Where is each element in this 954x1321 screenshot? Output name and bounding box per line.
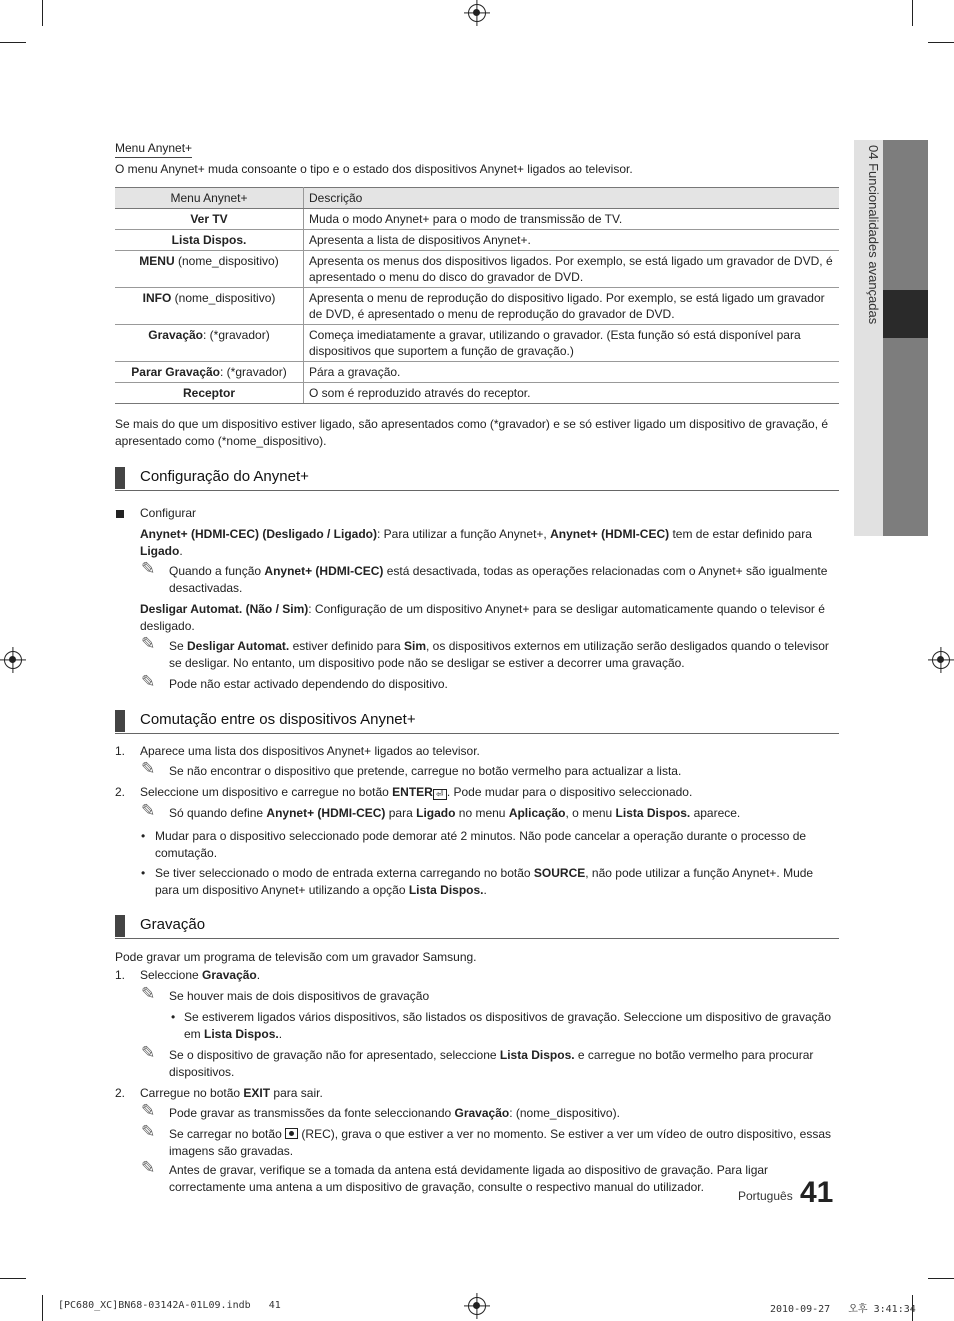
note <box>115 984 839 1005</box>
text: , os dispositivos externos em utilização serão desligados quando o televisor se desligar. No entanto, um dispositivo pode não se desligar se estiver a decorrer uma gravação. <box>169 639 829 670</box>
pencil-note-icon: ✎ <box>141 1122 156 1141</box>
table-header-cell: Descrição <box>304 188 840 209</box>
pencil-note-icon: ✎ <box>141 559 156 578</box>
text: : Para utilizar a função Anynet+, <box>377 527 551 541</box>
pencil-note-icon: ✎ <box>141 672 156 691</box>
option-name: Desligar Automat. (Não / Sim) <box>140 602 309 616</box>
table-cell-menu <box>115 362 304 383</box>
crop-mark <box>42 0 43 26</box>
paragraph <box>115 601 839 635</box>
text: Pode não estar activado dependendo do dispositivo. <box>169 677 448 691</box>
button-name: ENTER <box>392 785 433 799</box>
note <box>115 672 839 693</box>
table-row <box>115 383 839 404</box>
menu-name: Aplicação <box>508 806 566 820</box>
text: Aparece uma lista dos dispositivos Anynet+ ligados ao televisor. <box>140 744 480 758</box>
menu-name: Ver TV <box>190 212 228 226</box>
text: Se tiver seleccionado o modo de entrada externa carregando no botão <box>155 866 534 880</box>
crop-mark <box>928 1278 954 1279</box>
text: : Configuração de um dispositivo Anynet+ para se desligar automaticamente quando o televisor é desligado. <box>140 602 825 633</box>
section-heading: Comutação entre os dispositivos Anynet+ <box>115 709 839 734</box>
option-name: Anynet+ (HDMI-CEC) <box>266 806 386 820</box>
menu-name: Gravação <box>148 328 203 342</box>
table-cell-desc: O som é reproduzido através do receptor. <box>304 383 840 404</box>
note-paragraph: Se mais do que um dispositivo estiver ligado, são apresentados como (*gravador) e se só estiver ligado um dispositivo de gravação, é apresentado como (*nome_dispositivo). <box>115 417 829 448</box>
menu-name: MENU <box>139 254 175 268</box>
menu-name: Gravação <box>454 1106 510 1120</box>
subsection-title: Menu Anynet+ <box>115 141 192 158</box>
table-cell-menu <box>115 209 304 230</box>
menu-name: Lista Dispos. <box>171 233 247 247</box>
pencil-note-icon: ✎ <box>141 759 156 778</box>
paragraph <box>115 526 839 560</box>
text: Seleccione <box>140 968 203 982</box>
text: . <box>278 1027 283 1041</box>
text: Pode gravar as transmissões da fonte seleccionando <box>169 1106 455 1120</box>
text: , não pode utilizar a função Anynet+. Mude para um dispositivo Anynet+ utilizando a opção <box>155 866 814 897</box>
chapter-tab-label: 04 Funcionalidades avançadas <box>866 145 881 325</box>
table-header-cell: Menu Anynet+ <box>115 188 304 209</box>
text: tem de estar definido para <box>669 527 812 541</box>
crop-mark <box>928 42 954 43</box>
table-row <box>115 251 839 288</box>
registration-mark-icon <box>932 651 950 669</box>
text: . <box>483 883 487 897</box>
pencil-note-icon: ✎ <box>141 634 156 653</box>
option-value: Ligado <box>416 806 456 820</box>
text: Se carregar no botão <box>169 1127 286 1141</box>
menu-param: : (*gravador) <box>203 328 270 342</box>
pencil-note-icon: ✎ <box>141 1043 156 1062</box>
registration-mark-icon <box>468 1297 486 1315</box>
note <box>115 559 839 597</box>
note <box>115 1101 839 1122</box>
text: Seleccione um dispositivo e carregue no botão <box>140 785 393 799</box>
registration-mark-icon <box>468 4 486 22</box>
footer-language: Português <box>738 1189 793 1203</box>
text: Se houver mais de dois dispositivos de gravação <box>169 989 430 1003</box>
table-cell-menu <box>115 230 304 251</box>
option-name: Anynet+ (HDMI-CEC) <box>264 564 384 578</box>
table-cell-desc: Apresenta o menu de reprodução do dispositivo ligado. Por exemplo, se está ligado um gravador de DVD, é apresentado o menu de reprodução do gravador de DVD. <box>304 288 840 325</box>
text: (REC), grava o que estiver a ver no momento. Se estiver a ver um vídeo de outro dispositivo, essas imagens são gravadas. <box>169 1127 831 1158</box>
step-number: 2. <box>115 1086 126 1100</box>
section-heading: Configuração do Anynet+ <box>115 466 839 491</box>
bullet-item: Configurar <box>115 505 839 522</box>
numbered-step <box>115 967 839 984</box>
text: Carregue no botão <box>140 1086 244 1100</box>
option-name: Anynet+ (HDMI-CEC) <box>550 527 670 541</box>
registration-mark-icon <box>4 651 22 669</box>
step-number: 1. <box>115 744 126 758</box>
crop-mark <box>0 1278 26 1279</box>
text: estiver definido para <box>289 639 404 653</box>
option-value: Sim <box>404 639 427 653</box>
paragraph: Pode gravar um programa de televisão com um gravador Samsung. <box>115 950 477 964</box>
note <box>115 801 839 822</box>
text: Se o dispositivo de gravação não for apresentado, seleccione <box>169 1048 500 1062</box>
menu-name: Gravação <box>202 968 257 982</box>
table-row <box>115 230 839 251</box>
note <box>115 759 839 780</box>
bullet-item <box>115 865 839 899</box>
menu-param: (nome_dispositivo) <box>174 254 279 268</box>
text: para sair. <box>270 1086 323 1100</box>
bullet-item: • Mudar para o dispositivo seleccionado pode demorar até 2 minutos. Não pode cancelar a operação durante o processo de comutação. <box>115 828 839 862</box>
menu-param: : (*gravador) <box>220 365 287 379</box>
note <box>115 1158 839 1196</box>
print-timestamp: 2010-09-27 오후 3:41:34 <box>770 1304 916 1315</box>
option-name: Desligar Automat. <box>187 639 290 653</box>
text: . <box>179 544 183 558</box>
note <box>115 1043 839 1081</box>
menu-name: Lista Dispos. <box>499 1048 575 1062</box>
menu-name: Lista Dispos. <box>408 883 484 897</box>
page-content <box>115 140 839 1196</box>
text: e carregue no botão vermelho para procurar dispositivos. <box>169 1048 814 1079</box>
table-row <box>115 325 839 362</box>
table-cell-desc: Muda o modo Anynet+ para o modo de transmissão de TV. <box>304 209 840 230</box>
table-cell-desc: Apresenta a lista de dispositivos Anynet+. <box>304 230 840 251</box>
table-row <box>115 362 839 383</box>
chapter-tab-marker <box>883 290 928 338</box>
crop-mark <box>912 0 913 26</box>
menu-name: Parar Gravação <box>131 365 221 379</box>
pencil-note-icon: ✎ <box>141 1158 156 1177</box>
crop-mark <box>0 42 26 43</box>
option-value: Ligado <box>140 544 180 558</box>
chapter-tab-bar <box>883 140 928 536</box>
numbered-step <box>115 784 839 801</box>
table-cell-menu <box>115 251 304 288</box>
bullet-item <box>115 1009 839 1043</box>
table-cell-desc: Pára a gravação. <box>304 362 840 383</box>
page-number: 41 <box>800 1176 834 1209</box>
pencil-note-icon: ✎ <box>141 801 156 820</box>
anynet-menu-table <box>115 187 839 404</box>
text: . <box>256 968 261 982</box>
text: , o menu <box>565 806 616 820</box>
table-cell-menu <box>115 383 304 404</box>
intro-text: O menu Anynet+ muda consoante o tipo e o estado dos dispositivos Anynet+ ligados ao televisor. <box>115 162 633 176</box>
button-name: SOURCE <box>533 866 586 880</box>
pencil-note-icon: ✎ <box>141 1101 156 1120</box>
menu-param: (nome_dispositivo) <box>171 291 276 305</box>
text: Antes de gravar, verifique se a tomada da antena está devidamente ligada ao dispositivo de gravação. Para ligar correctamente uma antena a um dispositivo de gravação, consulte o respectivo manual do utilizador. <box>169 1163 769 1194</box>
table-row <box>115 288 839 325</box>
text: Quando a função <box>169 564 265 578</box>
crop-mark <box>42 1295 43 1321</box>
rec-button-icon <box>285 1128 298 1139</box>
menu-name: Receptor <box>182 386 235 400</box>
menu-name: INFO <box>142 291 172 305</box>
text: aparece. <box>690 806 741 820</box>
text: : (nome_dispositivo). <box>509 1106 620 1120</box>
enter-icon: ⏎ <box>433 789 447 800</box>
step-number: 2. <box>115 785 126 799</box>
table-header-row <box>115 188 839 209</box>
section-heading: Gravação <box>115 914 839 939</box>
table-row <box>115 209 839 230</box>
print-file-info: [PC680_XC]BN68-03142A-01L09.indb 41 <box>58 1300 281 1311</box>
button-name: EXIT <box>243 1086 271 1100</box>
text: Se estiverem ligados vários dispositivos, são listados os dispositivos de gravação. Seleccione um dispositivo de gravação em <box>184 1010 831 1041</box>
note <box>115 634 839 672</box>
text: para <box>385 806 417 820</box>
text: no menu <box>455 806 509 820</box>
text: Se <box>169 639 188 653</box>
text: Se não encontrar o dispositivo que pretende, carregue no botão vermelho para actualizar a lista. <box>169 764 682 778</box>
table-cell-desc: Apresenta os menus dos dispositivos ligados. Por exemplo, se está ligado um gravador de DVD, é apresentado o menu do disco do gravador de DVD. <box>304 251 840 288</box>
numbered-step <box>115 743 839 760</box>
table-cell-desc: Começa imediatamente a gravar, utilizando o gravador. (Esta função só está disponível para dispositivos que suportem a função de gravação.) <box>304 325 840 362</box>
step-number: 1. <box>115 968 126 982</box>
table-cell-menu <box>115 288 304 325</box>
menu-name: Lista Dispos. <box>204 1027 279 1041</box>
note <box>115 1122 839 1160</box>
pencil-note-icon: ✎ <box>141 984 156 1003</box>
text: está desactivada, todas as operações relacionadas com o Anynet+ são igualmente desactivadas. <box>169 564 828 595</box>
table-cell-menu <box>115 325 304 362</box>
option-name: Anynet+ (HDMI-CEC) (Desligado / Ligado) <box>140 527 377 541</box>
text: . Pode mudar para o dispositivo seleccionado. <box>446 785 693 799</box>
menu-name: Lista Dispos. <box>615 806 691 820</box>
text: Só quando define <box>169 806 267 820</box>
numbered-step <box>115 1085 839 1102</box>
